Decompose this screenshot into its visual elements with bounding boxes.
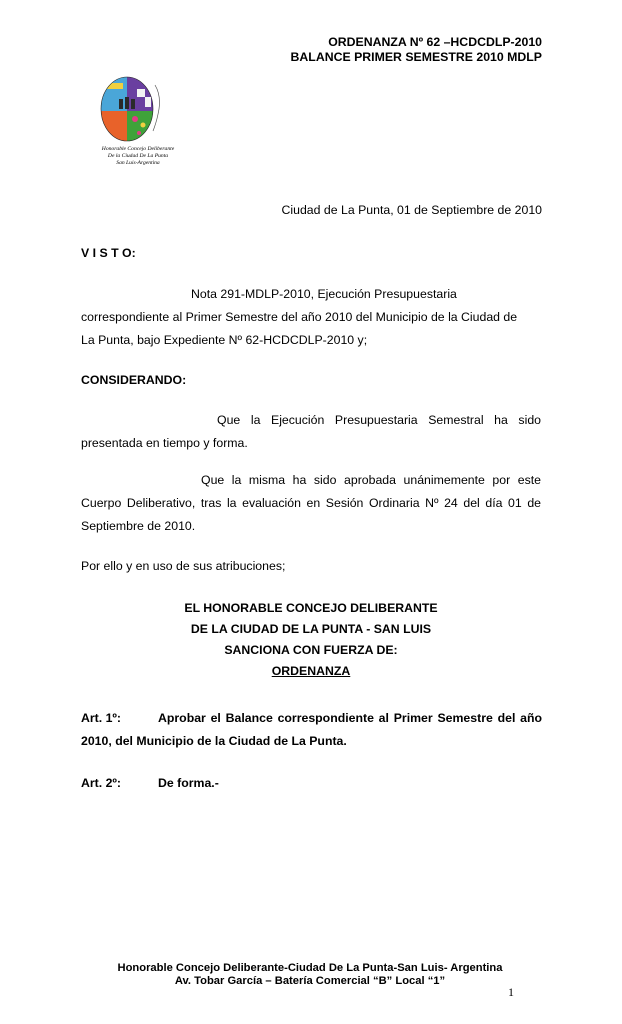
article-label: Art. 2º: (81, 776, 122, 790)
page-footer (90, 962, 530, 988)
considerando-line: Que la Ejecución Presupuestaria Semestral ha sido (217, 413, 541, 427)
sanciona-line: DE LA CIUDAD DE LA PUNTA - SAN LUIS (190, 622, 432, 636)
article-text: De forma.- (158, 776, 219, 790)
ordenanza-title: ORDENANZA (271, 664, 351, 678)
document-header (291, 35, 542, 65)
visto-heading: V I S T O: (81, 246, 136, 260)
article-2 (81, 772, 542, 795)
visto-line: Nota 291-MDLP-2010, Ejecución Presupuestaria (191, 287, 457, 301)
sanciona-line: SANCIONA CON FUERZA DE: (224, 643, 398, 657)
article-text: 2010, del Municipio de la Ciudad de La Punta. (81, 734, 347, 748)
considerando-line: Cuerpo Deliberativo, tras la evaluación en Sesión Ordinaria Nº 24 del día 01 de (81, 496, 541, 510)
logo-caption (93, 146, 183, 167)
visto-line: La Punta, bajo Expediente Nº 62-HCDCDLP-2010 y; (81, 333, 368, 347)
article-label: Art. 1º: (81, 711, 122, 725)
considerando-line: Que la misma ha sido aprobada unánimemente por este (201, 473, 541, 487)
logo-caption-line3: San Luis-Argentina (116, 160, 160, 166)
por-ello-line: Por ello y en uso de sus atribuciones; (81, 559, 286, 573)
considerando-heading: CONSIDERANDO: (81, 373, 187, 387)
article-1 (81, 707, 542, 753)
page-number: 1 (508, 985, 514, 999)
logo-caption-line2: De la Ciudad De La Punta (107, 153, 169, 159)
considerando-paragraph-1 (81, 409, 541, 455)
visto-paragraph (81, 283, 541, 352)
date-line: Ciudad de La Punta, 01 de Septiembre de 2010 (281, 203, 542, 217)
logo-caption-line1: Honorable Concejo Deliberante (101, 146, 175, 152)
considerando-paragraph-2 (81, 469, 541, 538)
header-subtitle: BALANCE PRIMER SEMESTRE 2010 MDLP (290, 50, 542, 64)
footer-line: Honorable Concejo Deliberante-Ciudad De La Punta-San Luis- Argentina (117, 962, 503, 974)
considerando-line: Septiembre de 2010. (81, 519, 196, 533)
header-title: ORDENANZA Nº 62 –HCDCDLP-2010 (328, 35, 542, 49)
article-text: Aprobar el Balance correspondiente al Primer Semestre del año (158, 711, 542, 725)
footer-line: Av. Tobar García – Batería Comercial “B” Local “1” (174, 975, 446, 987)
visto-line: correspondiente al Primer Semestre del año 2010 del Municipio de la Ciudad de (81, 310, 518, 324)
considerando-line: presentada en tiempo y forma. (81, 436, 248, 450)
sanciona-line: EL HONORABLE CONCEJO DELIBERANTE (184, 601, 438, 615)
sanciona-block (81, 598, 541, 682)
